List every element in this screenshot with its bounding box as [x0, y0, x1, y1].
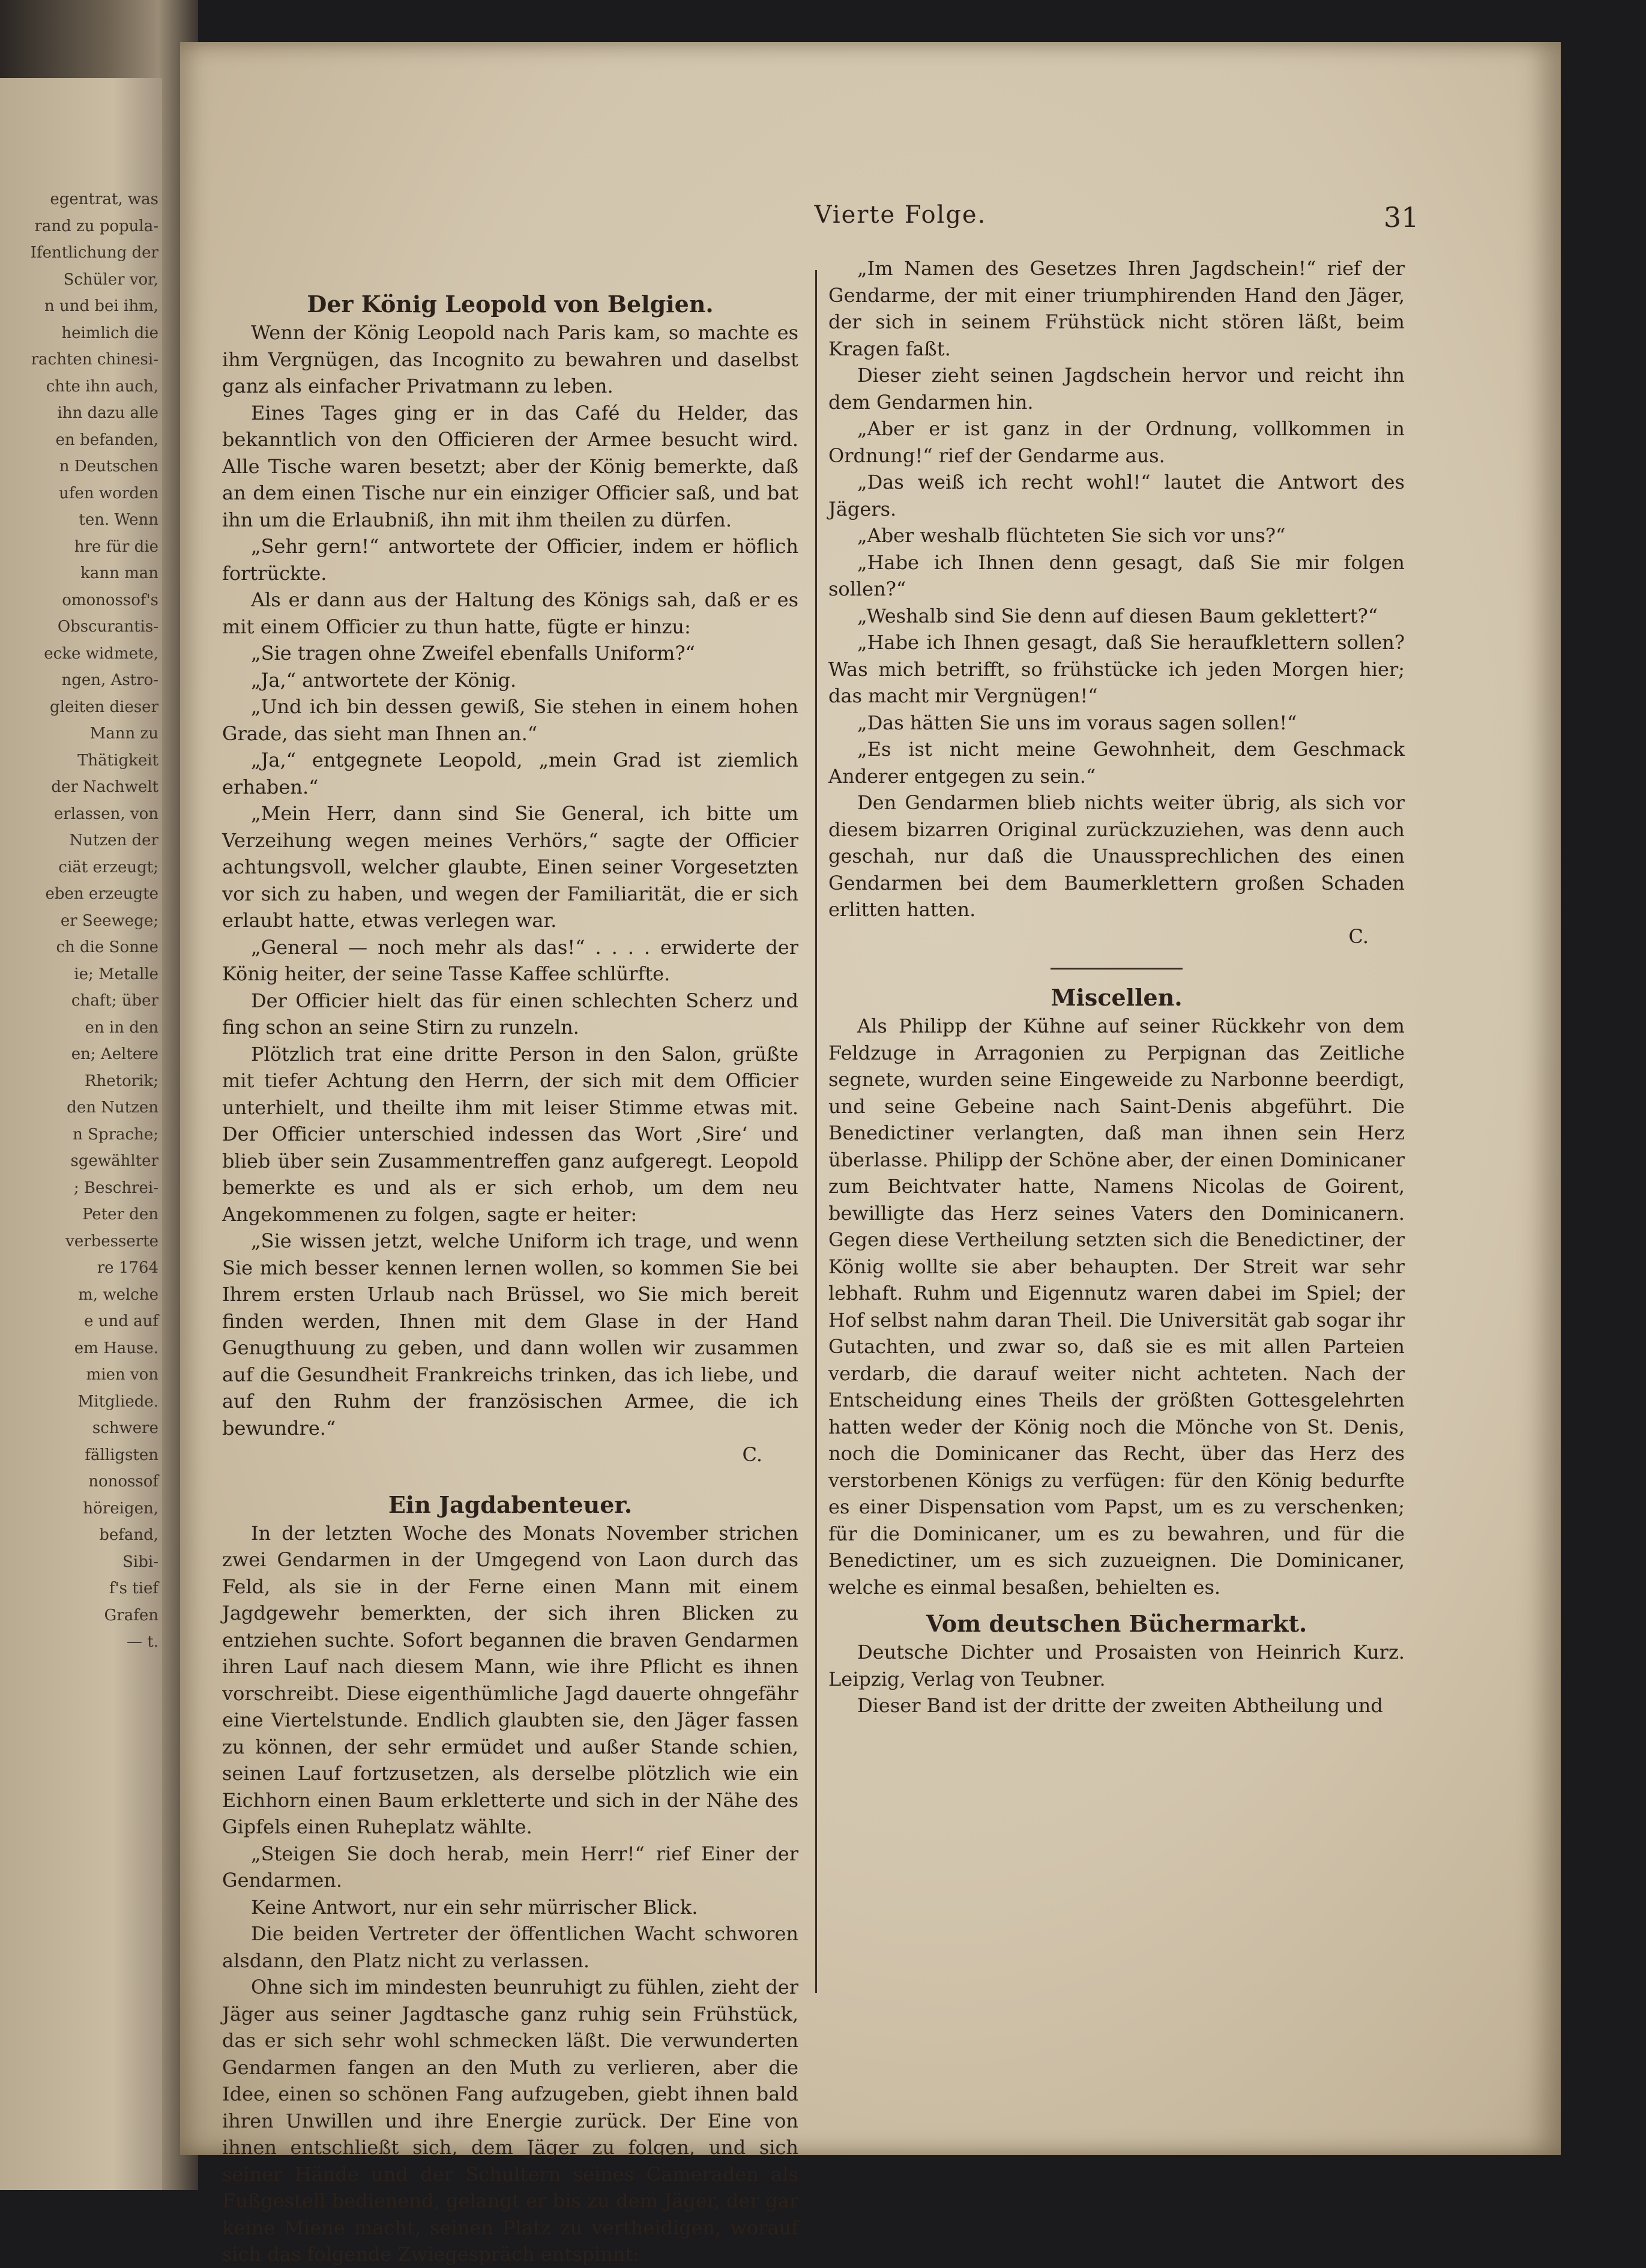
facing-page-fragment: den Nutzen	[67, 1099, 158, 1117]
facing-page-fragment: Mann zu	[89, 725, 158, 743]
facing-page-fragment: Obscurantis-	[57, 618, 158, 636]
paragraph: Deutsche Dichter und Prosaisten von Heinrich Kurz. Leipzig, Verlag von Teubner.	[828, 1641, 1405, 1690]
facing-page-fragment: hre für die	[74, 537, 158, 556]
facing-page-fragment: ten. Wenn	[79, 511, 158, 529]
article-title: Miscellen.	[1051, 984, 1183, 1011]
article-buechermarkt	[828, 1609, 1405, 1719]
facing-page-fragment: er Seewege;	[60, 911, 158, 930]
facing-page-fragment: Rhetorik;	[84, 1072, 158, 1090]
facing-page-fragment: ie; Metalle	[74, 965, 158, 983]
facing-page-fragment: Nutzen der	[69, 831, 158, 849]
facing-page-fragment: ecke widmete,	[44, 644, 158, 663]
facing-page-fragment: ufen worden	[59, 484, 158, 502]
facing-page-fragment: befand,	[99, 1526, 158, 1544]
paragraph: „Im Namen des Gesetzes Ihren Jagdschein!“ rief der Gendarme, der mit einer triumphirenden Hand den Jäger, der sich in seinem Frühstück nicht stören läßt, beim Kragen faßt.	[828, 257, 1405, 360]
paragraph: Plötzlich trat eine dritte Person in den Salon, grüßte mit tiefer Achtung den Herrn, der sich mit dem Officier unterhielt, und theilte ihm mit leiser Stimme etwas mit. Der Officier unterschied indessen das Wort ‚Sire‘ und blieb über sein Zusammentreffen ganz aufgeregt. Leopold bemerkte es und als er sich erhob, um dem neu Angekommenen zu folgen, sagte er heiter:	[222, 1042, 798, 1226]
facing-page-fragment: omonossof's	[62, 591, 158, 609]
article-title: Ein Jagdabenteuer.	[388, 1491, 633, 1518]
facing-page-fragment: rand zu popula-	[34, 217, 158, 235]
facing-page-fragment: heimlich die	[61, 324, 158, 342]
article-signature: C.	[1348, 924, 1369, 948]
facing-page-fragment: en; Aeltere	[71, 1045, 158, 1063]
paragraph: „Habe ich Ihnen denn gesagt, daß Sie mir folgen sollen?“	[828, 550, 1405, 600]
section-divider	[1051, 968, 1183, 970]
facing-page-fragment: verbesserte	[65, 1232, 158, 1250]
facing-page-fragment: der Nachwelt	[51, 778, 158, 796]
facing-page-fragment: rachten chinesi-	[31, 351, 158, 369]
facing-page-fragment: Mitgliede.	[77, 1392, 158, 1411]
paragraph: Als er dann aus der Haltung des Königs sah, daß er es mit einem Officier zu thun hatte, fügte er hinzu:	[222, 588, 798, 638]
paragraph: Keine Antwort, nur ein sehr mürrischer Blick.	[251, 1895, 698, 1919]
paragraph: „Steigen Sie doch herab, mein Herr!“ rief Einer der Gendarmen.	[222, 1842, 798, 1892]
paragraph: „Habe ich Ihnen gesagt, daß Sie heraufklettern sollen? Was mich betrifft, so frühstücke ich jeden Morgen hier; das macht mir Vergnügen!“	[828, 631, 1405, 707]
paragraph: In der letzten Woche des Monats November strichen zwei Gendarmen in der Umgegend von Laon durch das Feld, als sie in der Ferne einen Mann mit einem Jagdgewehr bemerkten, der sich ihren Blicken zu entziehen suchte. Sofort begannen die braven Gendarmen ihren Lauf nach diesem Mann, wie ihre Pflicht es ihnen vorschreibt. Diese eigenthümliche Jagd dauerte ohngefähr eine Viertelstunde. Endlich glaubten sie, den Jäger fassen zu können, der sehr ermüdet und außer Stande schien, seinen Lauf fortzusetzen, als derselbe plötzlich wie ein Eichhorn einen Baum erkletterte und sich in der Nähe des Gipfels einen Ruheplatz wählte.	[222, 1521, 798, 1838]
facing-page-fragment: f's tief	[109, 1579, 158, 1597]
paragraph: Wenn der König Leopold nach Paris kam, so machte es ihm Vergnügen, das Incognito zu bewahren und daselbst ganz als einfacher Privatmann zu leben.	[222, 321, 798, 397]
facing-page-fragment: en befanden,	[55, 430, 158, 449]
facing-page-fragment: Peter den	[82, 1205, 158, 1223]
facing-page-fragment: ngen, Astro-	[61, 671, 158, 689]
page-number: 31	[1384, 201, 1419, 234]
paragraph: Dieser Band ist der dritte der zweiten Abtheilung und	[857, 1694, 1383, 1717]
facing-page-fragment: Grafen	[104, 1606, 158, 1624]
page	[180, 42, 1561, 2266]
facing-page-fragment: ihn dazu alle	[57, 404, 158, 422]
facing-page-fragment: ciät erzeugt;	[58, 858, 158, 876]
facing-page-fragment: — t.	[127, 1633, 158, 1651]
paragraph: Als Philipp der Kühne auf seiner Rückkehr von dem Feldzuge in Arragonien zu Perpignan das Zeitliche segnete, wurden seine Eingeweide zu Narbonne beerdigt, und seine Gebeine nach Saint-Denis abgeführt. Die Benedictiner verlangten, daß man ihnen sein Herz überlasse. Philipp der Schöne aber, der einen Dominicaner zum Beichtvater hatte, Namens Nicolas de Goirent, bewilligte das Herz seines Vaters den Dominicanern. Gegen diese Vertheilung setzten sich die Benedictiner, der König wollte sie aber behaupten. Der Streit war sehr lebhaft. Ruhm und Eigennutz waren dabei im Spiel; der Hof selbst nahm daran Theil. Die Universität gab sogar ihr Gutachten, und zwar so, daß sie es mit allen Parteien verdarb, die darauf weiter nicht achteten. Nach der Entscheidung eines Theils der größten Gottesgelehrten hatten weder der König noch die Mönche von St. Denis, noch die Dominicaner das Recht, über das Herz des verstorbenen Königs zu verfügen: für den König bedurfte es einer Dispensation vom Papst, um es zu verschenken; für die Dominicaner, um es zu bewahren, und für die Benedictiner, um es sich zuzueignen. Die Dominicaner, welche es einmal besaßen, behielten es.	[828, 1015, 1405, 1599]
facing-page-fragment: en in den	[85, 1018, 158, 1037]
facing-page-fragment: e und auf	[84, 1312, 158, 1330]
article-miscellen	[828, 983, 1405, 1600]
paragraph: „Mein Herr, dann sind Sie General, ich bitte um Verzeihung wegen meines Verhörs,“ sagte der Officier achtungsvoll, welcher glaubte, Einen seiner Vorgesetzten vor sich zu haben, und wegen der Familiarität, die er sich erlaubt hatte, etwas verlegen war.	[222, 802, 798, 932]
facing-page-fragment: chte ihn auch,	[46, 377, 158, 396]
facing-page-fragment: m, welche	[78, 1285, 158, 1304]
facing-page-fragment: eben erzeugte	[45, 885, 158, 903]
paragraph: „Weshalb sind Sie denn auf diesen Baum geklettert?“	[857, 604, 1378, 627]
facing-page-fragment: nonossof	[88, 1473, 158, 1491]
right-column	[828, 255, 1405, 1719]
facing-page-fragment: kann man	[80, 564, 158, 582]
facing-page-fragment: egentrat, was	[50, 190, 158, 208]
article-title: Der König Leopold von Belgien.	[307, 291, 714, 318]
facing-page-fragment: re 1764	[97, 1259, 158, 1277]
article-jagdabenteuer	[222, 1490, 798, 2268]
facing-page-fragment: Ifentlichung der	[30, 244, 158, 262]
paragraph: „Das weiß ich recht wohl!“ lautet die Antwort des Jägers.	[828, 471, 1405, 520]
paragraph: Eines Tages ging er in das Café du Helder, das bekanntlich von den Officieren der Armee besucht wird. Alle Tische waren besetzt; aber der König bemerkte, daß an dem einen Tische nur ein einziger Officier saß, und bat ihn um die Erlaubniß, ihn mit ihm theilen zu dürfen.	[222, 401, 798, 531]
facing-page-text	[8, 186, 158, 1656]
paragraph: „Sehr gern!“ antwortete der Officier, indem er höflich fortrückte.	[222, 535, 798, 585]
paragraph: Ohne sich im mindesten beunruhigt zu fühlen, zieht der Jäger aus seiner Jagdtasche ganz ruhig sein Frühstück, das er sich sehr wohl schmecken läßt. Die verwunderten Gendarmen fangen an den Muth zu verlieren, aber die Idee, einen so schönen Fang aufzugeben, giebt ihnen bald ihren Unwillen und ihre Energie zurück. Der Eine von ihnen entschließt sich, dem Jäger zu folgen, und sich seiner Hände und der Schultern seines Cameraden als Fußgestell bedienend, gelangt er bis zu dem Jäger, der gar keine Miene macht, seinen Platz zu vertheidigen, worauf sich das folgende Zwiegespräch entspinnt:	[222, 1976, 798, 2266]
facing-page-fragment: fälligsten	[85, 1446, 158, 1464]
facing-page-fragment: schwere	[92, 1419, 158, 1437]
paragraph: „Es ist nicht meine Gewohnheit, dem Geschmack Anderer entgegen zu sein.“	[828, 738, 1405, 788]
facing-page-fragment: ; Beschrei-	[73, 1178, 158, 1197]
facing-page-fragment: n Deutschen	[59, 457, 158, 475]
paragraph: „Sie tragen ohne Zweifel ebenfalls Uniform?“	[251, 642, 695, 665]
paragraph: „Ja,“ entgegnete Leopold, „mein Grad ist ziemlich erhaben.“	[222, 749, 798, 798]
facing-page-fragment: Sibi-	[122, 1552, 158, 1571]
facing-page-fragment: mien von	[86, 1366, 158, 1384]
running-head: Vierte Folge.	[814, 201, 987, 229]
facing-page-fragment: erlassen, von	[53, 804, 158, 823]
paragraph: Der Officier hielt das für einen schlechten Scherz und fing schon an seine Stirn zu runzeln.	[222, 989, 798, 1039]
paragraph: „Das hätten Sie uns im voraus sagen sollen!“	[857, 711, 1297, 734]
paragraph: „General — noch mehr als das!“ . . . . erwiderte der König heiter, der seine Tasse Kaffee schlürfte.	[222, 935, 798, 985]
paragraph: „Sie wissen jetzt, welche Uniform ich trage, und wenn Sie mich besser kennen lernen wollen, so kommen Sie bei Ihrem ersten Urlaub nach Brüssel, wo Sie mich bereit finden werden, Ihnen mit dem Glase in der Hand Genugthuung zu geben, und dann wollen wir zusammen auf die Gesundheit Frankreichs trinken, das ich liebe, und auf den Ruhm der französischen Armee, die ich bewundre.“	[222, 1229, 798, 1440]
facing-page-fragment: n und bei ihm,	[44, 297, 158, 315]
paragraph: „Aber er ist ganz in der Ordnung, vollkommen in Ordnung!“ rief der Gendarme aus.	[828, 417, 1405, 467]
facing-page-fragment: em Hause.	[74, 1339, 158, 1357]
facing-page-fragment: n Sprache;	[73, 1125, 158, 1144]
article-title: Vom deutschen Büchermarkt.	[926, 1610, 1307, 1637]
facing-page-fragment: sgewählter	[70, 1152, 158, 1170]
paragraph: „Ja,“ antwortete der König.	[251, 668, 517, 692]
facing-page-fragment: Thätigkeit	[77, 751, 158, 770]
paragraph: „Und ich bin dessen gewiß, Sie stehen in einem hohen Grade, das sieht man Ihnen an.“	[222, 695, 798, 745]
article-leopold	[222, 289, 798, 1468]
column-divider	[815, 270, 817, 1993]
paragraph: Dieser zieht seinen Jagdschein hervor und reicht ihn dem Gendarmen hin.	[828, 364, 1405, 414]
paragraph: Die beiden Vertreter der öffentlichen Wacht schworen alsdann, den Platz nicht zu verlassen.	[222, 1922, 798, 1972]
facing-page-fragment: höreigen,	[83, 1499, 158, 1518]
paragraph: „Aber weshalb flüchteten Sie sich vor uns?“	[857, 524, 1286, 547]
facing-page-fragment: ch die Sonne	[56, 938, 158, 956]
facing-page-fragment: Schüler vor,	[63, 270, 158, 289]
paragraph: Den Gendarmen blieb nichts weiter übrig, als sich vor diesem bizarren Original zurückzuziehen, was denn auch geschah, nur daß die Unaussprechlichen des einen Gendarmen bei dem Baumerklettern großen Schaden erlitten hatten.	[828, 791, 1405, 921]
article-signature: C.	[742, 1443, 762, 1466]
facing-page-fragment: chaft; über	[71, 992, 158, 1010]
left-column	[222, 289, 798, 2266]
facing-page-fragment: gleiten dieser	[49, 698, 158, 716]
facing-page-edge	[0, 78, 162, 2190]
